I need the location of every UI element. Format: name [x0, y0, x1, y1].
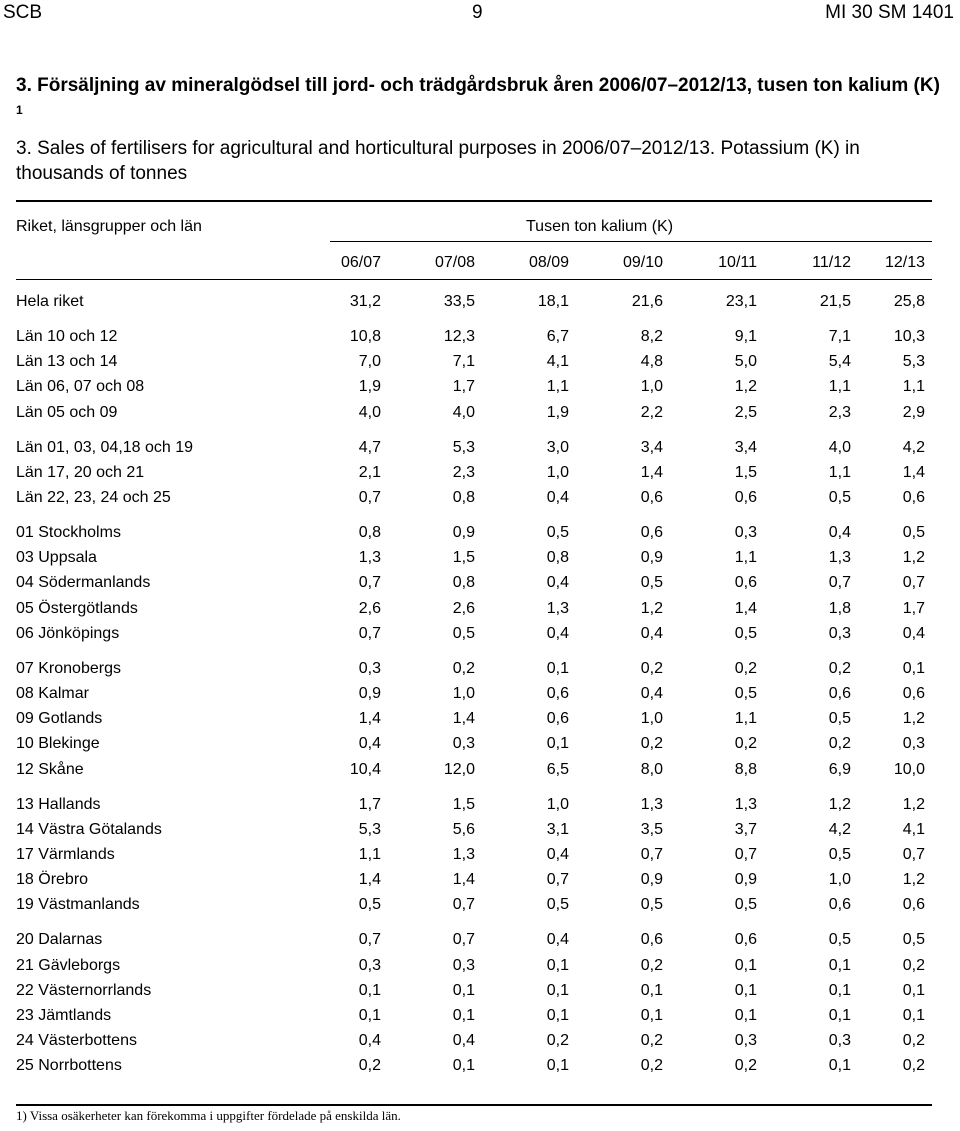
row-label: 06 Jönköpings [16, 624, 120, 642]
table-cell: 0,8 [452, 489, 475, 506]
table-cell: 1,0 [640, 378, 663, 396]
table-cell: 1,3 [734, 795, 757, 813]
table-cell: 1,3 [452, 846, 475, 863]
table-cell: 1,1 [828, 378, 851, 396]
table-cell: 0,2 [358, 1057, 381, 1075]
table-cell: 23,1 [725, 293, 757, 310]
table-cell: 5,3 [358, 820, 381, 838]
table-cell: 0,7 [546, 871, 569, 889]
table-cell: 1,9 [358, 378, 381, 396]
table-cell: 0,5 [546, 896, 569, 914]
table-cell: 0,1 [546, 1007, 569, 1024]
table-cell: 0,2 [640, 1057, 663, 1075]
table-cell: 10,4 [349, 760, 381, 778]
table-cell: 0,6 [734, 931, 757, 949]
table-cell: 31,2 [349, 293, 381, 310]
table-cell: 0,5 [828, 931, 851, 949]
table-cell: 1,2 [640, 599, 663, 617]
table-cell: 0,2 [640, 1032, 663, 1050]
row-label: Hela riket [16, 293, 84, 310]
table-cell: 4,0 [828, 438, 851, 456]
table-cell: 10,8 [349, 328, 381, 345]
table-cell: 0,7 [358, 624, 381, 642]
row-label: 09 Gotlands [16, 710, 103, 728]
table-cell: 1,3 [546, 599, 569, 617]
row-label: 20 Dalarnas [16, 931, 103, 949]
table-cell: 0,8 [452, 574, 475, 592]
table-cell: 4,1 [902, 820, 925, 838]
row-label: 24 Västerbottens [16, 1032, 137, 1050]
table-cell: 0,4 [546, 489, 569, 506]
table-cell: 0,5 [452, 624, 475, 642]
table-cell: 1,3 [640, 795, 663, 813]
row-label: 03 Uppsala [16, 549, 97, 567]
table-cell: 0,3 [358, 956, 381, 974]
table-cell: 1,0 [828, 871, 851, 889]
table-cell: 0,1 [640, 981, 663, 999]
table-cell: 5,4 [828, 353, 851, 371]
table-cell: 7,1 [828, 328, 851, 345]
row-label: 04 Södermanlands [16, 574, 151, 592]
table-cell: 0,1 [828, 1057, 851, 1075]
table-cell: 21,6 [631, 293, 663, 310]
table-cell: 0,6 [640, 489, 663, 506]
table-cell: 0,4 [546, 624, 569, 642]
table-cell: 0,7 [734, 846, 757, 863]
table-cell: 21,5 [819, 293, 851, 310]
table-cell: 1,5 [734, 463, 757, 481]
table-cell: 1,1 [902, 378, 925, 396]
table-cell: 1,0 [640, 710, 663, 728]
series-label: SCB [3, 2, 43, 23]
table-title-swedish [16, 73, 951, 128]
table-cell: 0,1 [734, 956, 757, 974]
table-cell: 0,1 [546, 1057, 569, 1075]
table-cell: 7,1 [452, 353, 475, 371]
table-cell: 8,8 [734, 760, 757, 778]
table-cell: 0,6 [734, 489, 757, 506]
row-label: 22 Västernorrlands [16, 981, 152, 999]
table-cell: 0,7 [902, 846, 925, 863]
table-cell: 0,9 [452, 524, 475, 541]
row-label: 01 Stockholms [16, 524, 121, 541]
table-cell: 1,0 [546, 795, 569, 813]
row-label: 21 Gävleborgs [16, 956, 121, 974]
table-cell: 4,8 [640, 353, 663, 371]
table-cell: 1,1 [734, 549, 757, 567]
table-cell: 1,8 [828, 599, 851, 617]
row-label: Län 22, 23, 24 och 25 [16, 489, 171, 506]
table-cell: 6,9 [828, 760, 851, 778]
table-cell: 3,7 [734, 820, 757, 838]
table-cell: 0,2 [828, 659, 851, 677]
table-cell: 1,2 [902, 871, 925, 889]
row-label: Län 13 och 14 [16, 353, 118, 371]
table-cell: 0,4 [640, 685, 663, 702]
table-cell: 0,2 [734, 1057, 757, 1075]
group-header-label: Tusen ton kalium (K) [526, 218, 674, 235]
table-cell: 8,2 [640, 328, 663, 345]
table-cell: 0,7 [902, 574, 925, 592]
table-cell: 8,0 [640, 760, 663, 778]
table-cell: 4,0 [358, 403, 381, 421]
table-cell: 0,7 [828, 574, 851, 592]
table-cell: 0,1 [902, 1007, 925, 1024]
row-label: 05 Östergötlands [16, 599, 138, 617]
table-cell: 0,2 [452, 659, 475, 677]
row-label: 10 Blekinge [16, 735, 100, 753]
table-cell: 0,4 [546, 574, 569, 592]
table-cell: 1,4 [358, 710, 381, 728]
footnote: 1) Vissa osäkerheter kan förekomma i uppgifter fördelade på enskilda län. [16, 1108, 401, 1123]
table-top-rule [16, 200, 932, 202]
table-cell: 0,9 [358, 685, 381, 702]
table-cell: 0,7 [358, 931, 381, 949]
row-label: 07 Kronobergs [16, 659, 121, 677]
table-cell: 0,6 [546, 710, 569, 728]
table-cell: 1,2 [902, 795, 925, 813]
table-cell: 0,1 [358, 981, 381, 999]
column-header-year: 11/12 [812, 254, 851, 271]
table-cell: 6,5 [546, 760, 569, 778]
table-cell: 0,2 [902, 1032, 925, 1050]
table-cell: 0,5 [902, 931, 925, 949]
table-cell: 5,0 [734, 353, 757, 371]
table-cell: 0,2 [640, 659, 663, 677]
table-cell: 4,1 [546, 353, 569, 371]
table-cell: 9,1 [734, 328, 757, 345]
table-cell: 0,9 [640, 871, 663, 889]
table-cell: 1,4 [640, 463, 663, 481]
table-cell: 1,5 [452, 549, 475, 567]
row-label: 18 Örebro [16, 871, 89, 889]
table-cell: 0,4 [828, 524, 851, 541]
table-cell: 0,7 [358, 574, 381, 592]
table-cell: 0,2 [902, 1057, 925, 1075]
table-cell: 1,9 [546, 403, 569, 421]
table-cell: 0,6 [640, 524, 663, 541]
table-cell: 0,9 [734, 871, 757, 889]
table-cell: 0,2 [828, 735, 851, 753]
table-cell: 0,6 [546, 685, 569, 702]
table-cell: 0,1 [452, 981, 475, 999]
table-cell: 0,7 [452, 931, 475, 949]
table-cell: 0,6 [902, 685, 925, 702]
table-cell: 1,2 [902, 710, 925, 728]
table-cell: 0,3 [358, 659, 381, 677]
table-cell: 1,3 [358, 549, 381, 567]
table-cell: 0,5 [734, 624, 757, 642]
table-cell: 0,4 [452, 1032, 475, 1050]
table-cell: 0,8 [358, 524, 381, 541]
table-cell: 0,1 [546, 981, 569, 999]
table-cell: 0,1 [546, 735, 569, 753]
row-header-label: Riket, länsgrupper och län [16, 218, 202, 235]
table-cell: 0,3 [452, 735, 475, 753]
table-cell: 1,0 [546, 463, 569, 481]
table-cell: 0,1 [640, 1007, 663, 1024]
table-cell: 25,8 [893, 293, 925, 310]
table-cell: 3,4 [640, 438, 663, 456]
table-cell: 0,7 [452, 896, 475, 914]
row-label: 17 Värmlands [16, 846, 115, 863]
column-header-year: 12/13 [884, 254, 925, 271]
table-cell: 0,4 [358, 1032, 381, 1050]
table-cell: 2,2 [640, 403, 663, 421]
table-cell: 0,5 [828, 846, 851, 863]
table-cell: 0,6 [828, 685, 851, 702]
column-header-year: 07/08 [434, 254, 475, 271]
table-cell: 0,5 [734, 685, 757, 702]
table-cell: 2,6 [358, 599, 381, 617]
table-cell: 0,2 [640, 956, 663, 974]
table-cell: 0,3 [734, 1032, 757, 1050]
row-label: 25 Norrbottens [16, 1057, 122, 1075]
column-header-year: 08/09 [528, 254, 569, 271]
table-cell: 1,4 [358, 871, 381, 889]
table-cell: 2,5 [734, 403, 757, 421]
row-label: Län 01, 03, 04,18 och 19 [16, 438, 194, 456]
table-cell: 1,4 [452, 710, 475, 728]
table-cell: 18,1 [537, 293, 569, 310]
table-cell: 0,8 [546, 549, 569, 567]
table-cell: 4,2 [902, 438, 925, 456]
table-cell: 33,5 [443, 293, 475, 310]
table-cell: 0,4 [640, 624, 663, 642]
table-cell: 3,5 [640, 820, 663, 838]
table-cell: 0,5 [902, 524, 925, 541]
table-cell: 0,1 [546, 659, 569, 677]
table-cell: 1,1 [734, 710, 757, 728]
table-cell: 0,5 [358, 896, 381, 914]
table-cell: 1,4 [902, 463, 925, 481]
title-sv-text: 3. Försäljning av mineralgödsel till jord- och trädgårdsbruk åren 2006/07–2012/13, tusen ton kalium (K) [16, 75, 940, 96]
column-header-year: 10/11 [718, 254, 757, 271]
table-cell: 5,3 [452, 438, 475, 456]
column-header-rule [16, 279, 932, 280]
table-title-english: 3. Sales of fertilisers for agricultural and horticultural purposes in 2006/07–2012/13. Potassium (K) in thousands of tonnes [16, 138, 860, 184]
table-cell: 5,3 [902, 353, 925, 371]
table-cell: 1,1 [828, 463, 851, 481]
table-cell: 0,5 [734, 896, 757, 914]
table-cell: 4,0 [452, 403, 475, 421]
table-cell: 0,5 [640, 574, 663, 592]
table-cell: 1,5 [452, 795, 475, 813]
table-cell: 6,7 [546, 328, 569, 345]
table-cell: 3,4 [734, 438, 757, 456]
table-cell: 1,1 [546, 378, 569, 396]
table-cell: 2,9 [902, 403, 925, 421]
table-cell: 0,9 [640, 549, 663, 567]
row-label: 19 Västmanlands [16, 896, 140, 914]
table-cell: 0,3 [902, 735, 925, 753]
table-cell: 1,0 [452, 685, 475, 702]
table-cell: 0,3 [452, 956, 475, 974]
table-cell: 0,3 [734, 524, 757, 541]
row-label: Län 10 och 12 [16, 328, 118, 345]
group-header-rule [330, 241, 932, 242]
row-label: 12 Skåne [16, 760, 84, 778]
table-cell: 0,1 [828, 981, 851, 999]
table-cell: 0,4 [546, 931, 569, 949]
publication-code: MI 30 SM 1401 [825, 2, 954, 23]
column-header-year: 09/10 [622, 254, 663, 271]
table-cell: 4,2 [828, 820, 851, 838]
table-cell: 0,1 [734, 1007, 757, 1024]
row-label: 08 Kalmar [16, 685, 89, 702]
table-cell: 3,1 [546, 820, 569, 838]
table-cell: 12,0 [443, 760, 475, 778]
table-cell: 10,3 [893, 328, 925, 345]
table-cell: 2,3 [452, 463, 475, 481]
table-cell: 0,5 [828, 710, 851, 728]
table-cell: 3,0 [546, 438, 569, 456]
table-cell: 0,7 [640, 846, 663, 863]
table-cell: 2,6 [452, 599, 475, 617]
table-cell: 0,6 [902, 489, 925, 506]
table-cell: 0,4 [902, 624, 925, 642]
table-cell: 0,2 [734, 659, 757, 677]
table-cell: 0,1 [902, 659, 925, 677]
table-cell: 2,1 [358, 463, 381, 481]
table-cell: 1,3 [828, 549, 851, 567]
table-cell: 1,2 [828, 795, 851, 813]
table-cell: 12,3 [443, 328, 475, 345]
table-cell: 10,0 [893, 760, 925, 778]
table-cell: 0,5 [640, 896, 663, 914]
table-cell: 0,4 [358, 735, 381, 753]
table-cell: 0,4 [546, 846, 569, 863]
table-cell: 0,5 [828, 489, 851, 506]
table-cell: 1,4 [734, 599, 757, 617]
table-cell: 0,6 [640, 931, 663, 949]
table-cell: 0,7 [358, 489, 381, 506]
table-cell: 0,1 [828, 956, 851, 974]
table-cell: 0,2 [546, 1032, 569, 1050]
table-cell: 0,3 [828, 1032, 851, 1050]
table-cell: 0,2 [902, 956, 925, 974]
table-cell: 1,7 [902, 599, 925, 617]
table-cell: 0,1 [828, 1007, 851, 1024]
table-cell: 4,7 [358, 438, 381, 456]
table-cell: 1,2 [902, 549, 925, 567]
row-label: Län 17, 20 och 21 [16, 463, 145, 481]
page-number: 9 [472, 2, 483, 23]
row-label: Län 06, 07 och 08 [16, 378, 145, 396]
footnote-marker: 1 [16, 103, 23, 117]
table-cell: 1,2 [734, 378, 757, 396]
table-cell: 1,7 [452, 378, 475, 396]
table-cell: 0,1 [452, 1057, 475, 1075]
table-cell: 0,1 [546, 956, 569, 974]
table-cell: 1,4 [452, 871, 475, 889]
table-cell: 0,1 [734, 981, 757, 999]
row-label: 23 Jämtlands [16, 1007, 112, 1024]
column-header-year: 06/07 [340, 254, 381, 271]
table-cell: 0,2 [734, 735, 757, 753]
table-cell: 1,1 [358, 846, 381, 863]
table-cell: 0,6 [828, 896, 851, 914]
table-cell: 0,3 [828, 624, 851, 642]
row-label: Län 05 och 09 [16, 403, 118, 421]
table-cell: 0,1 [358, 1007, 381, 1024]
table-cell: 2,3 [828, 403, 851, 421]
row-label: 13 Hallands [16, 795, 101, 813]
table-cell: 0,5 [546, 524, 569, 541]
table-cell: 1,7 [358, 795, 381, 813]
table-cell: 5,6 [452, 820, 475, 838]
table-cell: 0,2 [640, 735, 663, 753]
table-cell: 0,6 [902, 896, 925, 914]
table-bottom-rule [16, 1104, 932, 1106]
table-cell: 0,6 [734, 574, 757, 592]
table-cell: 0,1 [452, 1007, 475, 1024]
table-cell: 7,0 [358, 353, 381, 371]
table-cell: 0,1 [902, 981, 925, 999]
row-label: 14 Västra Götalands [16, 820, 162, 838]
